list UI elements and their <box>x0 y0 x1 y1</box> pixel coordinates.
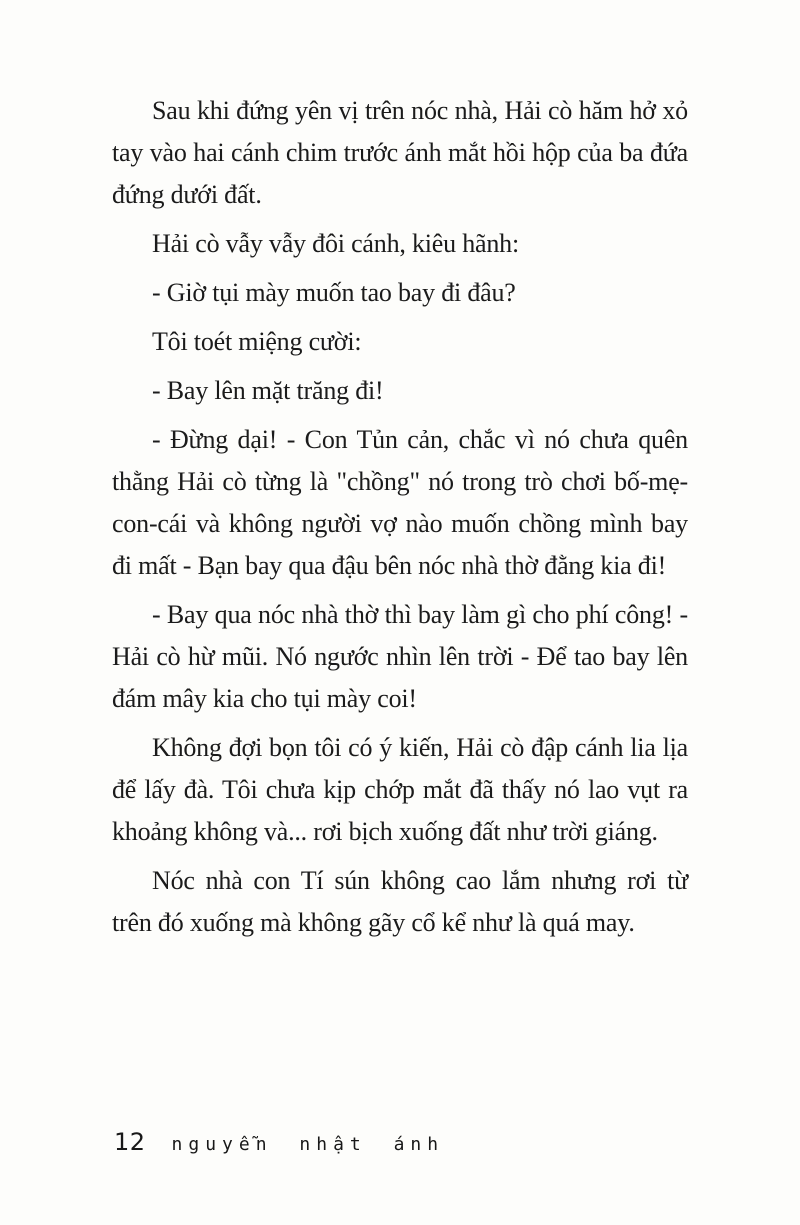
paragraph: Hải cò vẫy vẫy đôi cánh, kiêu hãnh: <box>152 229 519 258</box>
paragraph: - Bay qua nóc nhà thờ thì bay làm gì cho phí công! - Hải cò hừ mũi. Nó ngước nhìn lên trời - Để tao bay lên đám mây kia cho tụi mày coi! <box>112 600 688 713</box>
paragraph: Tôi toét miệng cười: <box>152 327 362 356</box>
paragraph: Nóc nhà con Tí sún không cao lắm nhưng rơi từ trên đó xuống mà không gãy cổ kể như là quá may. <box>112 866 688 937</box>
paragraph: - Bay lên mặt trăng đi! <box>152 376 384 405</box>
text-block <box>112 90 688 951</box>
page-number: 12 <box>114 1128 146 1156</box>
paragraph: - Đừng dại! - Con Tủn cản, chắc vì nó chưa quên thằng Hải cò từng là "chồng" nó trong trò chơi bố-mẹ-con-cái và không người vợ nào muốn chồng mình bay đi mất - Bạn bay qua đậu bên nóc nhà thờ đằng kia đi! <box>112 425 688 580</box>
page-footer <box>114 1128 444 1156</box>
paragraph: Không đợi bọn tôi có ý kiến, Hải cò đập cánh lia lịa để lấy đà. Tôi chưa kịp chớp mắt đã thấy nó lao vụt ra khoảng không và... rơi bịch xuống đất như trời giáng. <box>112 733 688 846</box>
paragraph: - Giờ tụi mày muốn tao bay đi đâu? <box>152 278 516 307</box>
paragraph: Sau khi đứng yên vị trên nóc nhà, Hải cò hăm hở xỏ tay vào hai cánh chim trước ánh mắt hồi hộp của ba đứa đứng dưới đất. <box>112 96 688 209</box>
author-name: nguyễn nhật ánh <box>171 1134 445 1155</box>
